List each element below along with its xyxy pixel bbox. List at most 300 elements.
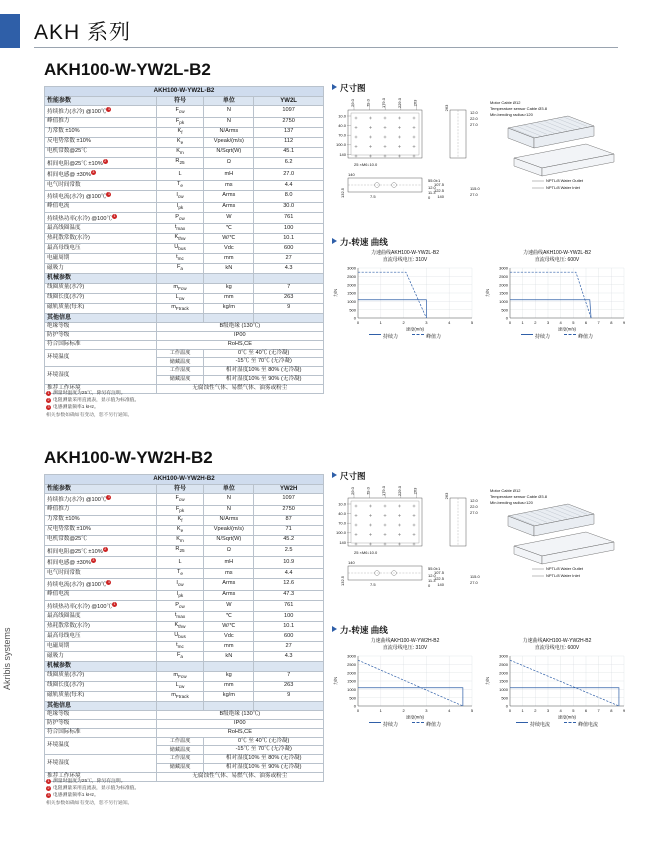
table-header-row — [45, 484, 324, 493]
row-label: 电机常数@25℃ — [45, 147, 157, 157]
svg-text:Min.bending radius>120: Min.bending radius>120 — [490, 500, 533, 505]
row-symbol: $t_{max}$ — [156, 224, 204, 234]
row-label: 环境湿度 — [45, 755, 157, 773]
svg-text:0: 0 — [353, 703, 356, 709]
triangle-bullet-icon — [332, 626, 337, 632]
row-value: 47.3 — [254, 590, 324, 600]
svg-text:29.0: 29.0 — [350, 99, 355, 107]
footnote-item: 相关参数如确如有变动，恕不另行通知。 — [46, 412, 133, 418]
svg-text:10.0: 10.0 — [338, 113, 346, 119]
svg-text:140: 140 — [437, 194, 444, 199]
table-row — [45, 719, 324, 728]
svg-text:27.0: 27.0 — [470, 580, 478, 585]
curve-caption: 力速曲线AKH100-W-YW2H-B2 直流母线电压: 310V — [370, 638, 440, 651]
table-row — [45, 147, 324, 157]
row-unit: Arms — [204, 202, 254, 212]
curve-chart-1 — [332, 250, 478, 340]
row-label: 电气时间常数 — [45, 568, 157, 578]
row-unit: W/℃ — [204, 234, 254, 244]
row-value: 0℃ 至 40℃ (无冷凝) — [204, 737, 324, 746]
column-header: 性能参数 — [45, 96, 157, 105]
svg-text:12.0: 12.0 — [470, 498, 478, 503]
footnote-marker: 1 — [113, 213, 116, 218]
table-row — [45, 127, 324, 137]
legend-continuous: 持续力 — [521, 333, 550, 340]
row-label: 符合国际标准 — [45, 728, 157, 737]
legend-continuous: 持续电流 — [516, 721, 550, 728]
row-label: 环境湿度 — [45, 367, 157, 385]
row-label: 防护等级 — [45, 331, 157, 340]
svg-text:140: 140 — [339, 151, 346, 157]
svg-text:263: 263 — [412, 487, 418, 495]
svg-text:3: 3 — [546, 319, 550, 325]
curve-svg — [332, 264, 478, 332]
curve-caption: 力速曲线AKH100-W-YW2H-B2 直流母线电压: 600V — [522, 638, 592, 651]
footnote-marker: 1 — [113, 601, 116, 606]
row-unit: W — [204, 600, 254, 612]
row-symbol: $T_e$ — [156, 568, 204, 578]
row-value: 27.0 — [254, 169, 324, 181]
footnote-marker: 2 — [47, 398, 50, 403]
table-row — [45, 590, 324, 600]
dimension-svg — [332, 482, 632, 602]
svg-text:1500: 1500 — [347, 290, 356, 296]
product-block — [0, 60, 650, 440]
row-symbol: $T_e$ — [156, 180, 204, 190]
svg-text:6: 6 — [584, 319, 588, 325]
svg-text:2: 2 — [402, 319, 405, 325]
table-row — [45, 632, 324, 642]
svg-text:1000: 1000 — [347, 298, 356, 304]
legend-peak: 峰值电流 — [564, 721, 598, 728]
row-value: -15℃ 至 70℃ (无冷凝) — [204, 358, 324, 367]
footnote-marker: 2 — [104, 158, 107, 163]
row-label: 符合国际标准 — [45, 340, 157, 349]
svg-text:1000: 1000 — [499, 298, 508, 304]
dimension-drawing — [332, 94, 632, 214]
row-value: 7 — [254, 671, 324, 681]
svg-text:1000: 1000 — [347, 686, 356, 692]
svg-text:27.0: 27.0 — [470, 122, 478, 127]
table-row — [45, 737, 324, 746]
svg-text:3: 3 — [425, 707, 428, 713]
svg-text:132.5: 132.5 — [340, 187, 345, 198]
row-unit: N/Sqrt(W) — [204, 147, 254, 157]
row-value: 100 — [254, 612, 324, 622]
table-row — [45, 244, 324, 254]
row-symbol: $K_f$ — [156, 127, 204, 137]
svg-text:55.0±1: 55.0±1 — [428, 566, 441, 571]
footnotes — [46, 390, 336, 419]
svg-text:3000: 3000 — [347, 653, 356, 659]
row-value: 9 — [254, 303, 324, 313]
row-value: RoHS,CE — [156, 728, 323, 737]
svg-text:Temperature sensor Cable Ø3.8: Temperature sensor Cable Ø3.8 — [490, 106, 547, 111]
table-row — [45, 202, 324, 212]
row-unit: Ω — [204, 157, 254, 169]
svg-text:25 ×M6↓10.0: 25 ×M6↓10.0 — [354, 162, 378, 167]
svg-text:1: 1 — [521, 319, 524, 325]
row-label: 电气时间常数 — [45, 180, 157, 190]
row-value: 4.4 — [254, 568, 324, 578]
table-row — [45, 180, 324, 190]
row-unit: Vpeak/(m/s) — [204, 137, 254, 147]
header-divider — [34, 47, 618, 48]
row-value: 6.2 — [254, 157, 324, 169]
svg-text:263: 263 — [412, 99, 418, 107]
svg-text:1: 1 — [379, 319, 382, 325]
svg-text:8: 8 — [610, 319, 613, 325]
svg-text:力/N: 力/N — [485, 676, 490, 685]
table-row — [45, 622, 324, 632]
table-row — [45, 681, 324, 691]
table-row — [45, 671, 324, 681]
svg-text:2500: 2500 — [499, 273, 508, 279]
footnote-item: 2 电阻测量采用直流表，显示值为标准值。 — [47, 786, 140, 792]
row-value: 112 — [254, 137, 324, 147]
footnote-item: 3 电感测量频率1 kHz。 — [47, 793, 99, 799]
table-row — [45, 652, 324, 662]
svg-text:107.5: 107.5 — [433, 182, 444, 187]
row-symbol: $K_e$ — [156, 137, 204, 147]
row-unit: N/Sqrt(W) — [204, 535, 254, 545]
row-symbol: $K_m$ — [156, 535, 204, 545]
svg-text:1500: 1500 — [499, 678, 508, 684]
svg-text:2500: 2500 — [499, 661, 508, 667]
row-value: 600 — [254, 244, 324, 254]
svg-text:2000: 2000 — [499, 669, 508, 675]
row-value: 761 — [254, 600, 324, 612]
curve-legend — [484, 721, 630, 728]
legend-peak: 峰值力 — [412, 333, 441, 340]
table-row — [45, 545, 324, 557]
row-value: 4.4 — [254, 180, 324, 190]
svg-text:0: 0 — [356, 707, 360, 713]
table-row — [45, 755, 324, 764]
row-label: 最高母线电压 — [45, 632, 157, 642]
svg-text:22.0: 22.0 — [470, 116, 478, 121]
row-value: RoHS,CE — [156, 340, 323, 349]
svg-text:3000: 3000 — [499, 265, 508, 271]
row-unit: kg/m — [204, 691, 254, 701]
table-row — [45, 710, 324, 719]
row-unit: N — [204, 505, 254, 515]
svg-text:4: 4 — [448, 319, 451, 325]
row-label: 电磁周期 — [45, 642, 157, 652]
svg-text:NPTL/8 Water Outlet: NPTL/8 Water Outlet — [546, 178, 583, 183]
curve-caption: 力速曲线AKH100-W-YW2L-B2 直流母线电压: 600V — [523, 250, 591, 263]
row-unit: mm — [204, 642, 254, 652]
row-unit: W/℃ — [204, 622, 254, 632]
row-label: 力常数 ±10% — [45, 127, 157, 137]
svg-text:2000: 2000 — [499, 281, 508, 287]
row-label: 反电势常数 ±10% — [45, 137, 157, 147]
legend-peak: 峰值力 — [412, 721, 441, 728]
svg-text:229.0: 229.0 — [396, 485, 402, 497]
svg-text:1: 1 — [379, 707, 382, 713]
table-row — [45, 264, 324, 274]
row-unit: mm — [204, 681, 254, 691]
row-symbol: $t_{max}$ — [156, 612, 204, 622]
row-value: 8.0 — [254, 190, 324, 202]
column-header: 符号 — [156, 484, 204, 493]
section-header-other: 其他信息 — [45, 313, 324, 322]
row-symbol: $F_a$ — [156, 652, 204, 662]
table-row — [45, 600, 324, 612]
footnotes — [46, 778, 336, 807]
row-value: 761 — [254, 212, 324, 224]
row-symbol: $I_{pk}$ — [156, 590, 204, 600]
row-label: 持续热功率(水冷) @100℃ 1 — [45, 600, 157, 612]
row-unit: kN — [204, 264, 254, 274]
svg-text:5: 5 — [572, 319, 575, 325]
footnote-item: 2 电阻测量采用直流表，显示值为标准值。 — [47, 398, 140, 404]
row-value: 相对湿度10% 至 80% (无冷凝) — [204, 755, 324, 764]
row-label: 持续热功率(水冷) @100℃ 1 — [45, 212, 157, 224]
row-symbol: $F_{pk}$ — [156, 117, 204, 127]
section-header-other: 其他信息 — [45, 701, 324, 710]
row-unit: Vdc — [204, 244, 254, 254]
table-row — [45, 349, 324, 358]
svg-text:4: 4 — [448, 707, 451, 713]
row-value: 71 — [254, 525, 324, 535]
legend-continuous: 持续力 — [369, 721, 398, 728]
row-label: 热耗散常数(水冷) — [45, 234, 157, 244]
legend-peak: 峰值力 — [564, 333, 593, 340]
row-label: 推荐工作环境 — [45, 773, 157, 782]
row-unit: Ω — [204, 545, 254, 557]
row-label: 持续电流(水冷) @100℃ 1 — [45, 190, 157, 202]
row-value: 100 — [254, 224, 324, 234]
curve-svg — [484, 652, 630, 720]
svg-text:3: 3 — [425, 319, 428, 325]
table-title-row: AKH100-W-YW2H-B2 — [45, 475, 324, 485]
table-row — [45, 157, 324, 169]
row-sublabel: 储藏湿度 — [156, 764, 204, 773]
svg-text:0: 0 — [428, 195, 431, 200]
row-unit: mm — [204, 254, 254, 264]
svg-text:1500: 1500 — [499, 290, 508, 296]
svg-text:229.0: 229.0 — [396, 97, 402, 109]
svg-text:179.0: 179.0 — [381, 485, 387, 497]
svg-text:0: 0 — [505, 315, 508, 321]
curve-chart-3 — [332, 638, 478, 728]
row-unit: mm — [204, 293, 254, 303]
svg-text:500: 500 — [501, 306, 508, 312]
row-symbol: $F_a$ — [156, 264, 204, 274]
row-value: 0℃ 至 40℃ (无冷凝) — [204, 349, 324, 358]
table-row — [45, 367, 324, 376]
table-row — [45, 322, 324, 331]
row-symbol: $I_{pk}$ — [156, 202, 204, 212]
row-value: 87 — [254, 515, 324, 525]
row-symbol: $F_{pk}$ — [156, 505, 204, 515]
svg-text:7: 7 — [597, 319, 600, 325]
table-row — [45, 578, 324, 590]
section-header-mech: 机械参数 — [45, 662, 324, 671]
row-value: -15℃ 至 70℃ (无冷凝) — [204, 746, 324, 755]
row-value: 10.9 — [254, 557, 324, 569]
table-row — [45, 493, 324, 505]
row-label: 线圈长度(水冷) — [45, 681, 157, 691]
row-label: 相间电感@ ±30% 3 — [45, 557, 157, 569]
svg-text:速度(m/s): 速度(m/s) — [406, 714, 424, 719]
row-symbol: $K_f$ — [156, 515, 204, 525]
row-value: 137 — [254, 127, 324, 137]
svg-text:Motor Cable Ø12: Motor Cable Ø12 — [490, 100, 521, 105]
svg-text:100.0: 100.0 — [335, 530, 346, 536]
row-label: 防护等级 — [45, 719, 157, 728]
row-unit: N — [204, 493, 254, 505]
curve-section-heading: 力-转速 曲线 — [332, 236, 388, 248]
row-value: 相对湿度10% 至 80% (无冷凝) — [204, 367, 324, 376]
table-row — [45, 568, 324, 578]
row-symbol: $t_{mc}$ — [156, 642, 204, 652]
row-label: 磁吸力 — [45, 652, 157, 662]
table-row — [45, 303, 324, 313]
row-symbol: $K_m$ — [156, 147, 204, 157]
row-symbol: $m_{Ftrack}$ — [156, 303, 204, 313]
footnote-marker: 1 — [107, 579, 110, 584]
row-symbol: $m_{Fcw}$ — [156, 671, 204, 681]
row-symbol: $K_{thw}$ — [156, 234, 204, 244]
svg-text:1500: 1500 — [347, 678, 356, 684]
svg-text:12.0: 12.0 — [428, 185, 436, 190]
table-row — [45, 728, 324, 737]
svg-text:25 ×M6↓10.0: 25 ×M6↓10.0 — [354, 550, 378, 555]
footnote-marker: 3 — [47, 793, 50, 798]
row-value: 2750 — [254, 117, 324, 127]
svg-text:速度(m/s): 速度(m/s) — [558, 326, 576, 331]
row-label: 相间电感@ ±30% 3 — [45, 169, 157, 181]
row-sublabel: 储藏温度 — [156, 358, 204, 367]
row-value: 30.0 — [254, 202, 324, 212]
svg-text:5: 5 — [572, 707, 575, 713]
table-row — [45, 224, 324, 234]
svg-text:0: 0 — [356, 319, 360, 325]
svg-text:500: 500 — [349, 306, 356, 312]
table-row — [45, 340, 324, 349]
row-unit: kN — [204, 652, 254, 662]
row-label: 绝缘等级 — [45, 322, 157, 331]
triangle-bullet-icon — [332, 84, 337, 90]
column-header: 性能参数 — [45, 484, 157, 493]
row-symbol: $I_{cw}$ — [156, 578, 204, 590]
svg-text:2500: 2500 — [347, 273, 356, 279]
footnote-marker: 1 — [107, 191, 110, 196]
column-header: 符号 — [156, 96, 204, 105]
row-label: 峰值电流 — [45, 590, 157, 600]
row-symbol: $t_{mc}$ — [156, 254, 204, 264]
row-label: 热耗散常数(水冷) — [45, 622, 157, 632]
table-row — [45, 293, 324, 303]
row-symbol: $L_{cw}$ — [156, 293, 204, 303]
row-symbol: $I_{cw}$ — [156, 190, 204, 202]
svg-text:140: 140 — [339, 539, 346, 545]
side-brand-label: Akribis systems — [2, 627, 12, 690]
curve-caption: 力速曲线AKH100-W-YW2L-B2 直流母线电压: 310V — [371, 250, 439, 263]
svg-text:力/N: 力/N — [485, 288, 490, 297]
svg-text:3000: 3000 — [499, 653, 508, 659]
svg-text:9: 9 — [622, 707, 626, 713]
row-unit: Arms — [204, 590, 254, 600]
svg-text:122.5: 122.5 — [433, 576, 444, 581]
svg-text:Motor Cable Ø12: Motor Cable Ø12 — [490, 488, 521, 493]
row-label: 环境温度 — [45, 737, 157, 755]
svg-text:1000: 1000 — [499, 686, 508, 692]
svg-text:100.0: 100.0 — [335, 142, 346, 148]
row-label: 反电势常数 ±10% — [45, 525, 157, 535]
svg-text:0: 0 — [505, 703, 508, 709]
row-symbol: L — [156, 169, 204, 181]
dimension-section-heading: 尺寸图 — [332, 470, 366, 482]
svg-text:9: 9 — [622, 319, 626, 325]
row-unit: ms — [204, 568, 254, 578]
curve-chart-2 — [484, 250, 630, 340]
footnote-marker: 2 — [104, 546, 107, 551]
svg-text:79.0: 79.0 — [365, 99, 371, 107]
svg-text:2: 2 — [402, 707, 405, 713]
row-unit: ℃ — [204, 612, 254, 622]
row-sublabel: 储藏湿度 — [156, 376, 204, 385]
row-label: 相间电阻@25℃ ±10% 2 — [45, 157, 157, 169]
svg-text:0: 0 — [353, 315, 356, 321]
row-label: 峰值电流 — [45, 202, 157, 212]
svg-text:140: 140 — [348, 560, 355, 565]
svg-text:2: 2 — [534, 319, 537, 325]
svg-text:0: 0 — [508, 707, 512, 713]
row-unit: ℃ — [204, 224, 254, 234]
svg-text:5: 5 — [470, 319, 474, 325]
table-row — [45, 283, 324, 293]
row-value: 7 — [254, 283, 324, 293]
svg-text:27.0: 27.0 — [470, 192, 478, 197]
row-sublabel: 工作温度 — [156, 349, 204, 358]
row-unit: kg/m — [204, 303, 254, 313]
svg-text:1: 1 — [521, 707, 524, 713]
table-row — [45, 505, 324, 515]
svg-text:0: 0 — [428, 583, 431, 588]
row-value: 263 — [254, 681, 324, 691]
svg-text:6: 6 — [584, 707, 588, 713]
row-value: 无腐蚀性气体、易燃气体、油雾或粉尘 — [156, 385, 323, 394]
row-value: 2.5 — [254, 545, 324, 557]
svg-text:3000: 3000 — [347, 265, 356, 271]
footnote-marker: 1 — [107, 106, 110, 111]
svg-text:500: 500 — [501, 694, 508, 700]
row-value: B级绝缘 (130℃) — [156, 710, 323, 719]
table-row — [45, 642, 324, 652]
row-value: 4.3 — [254, 264, 324, 274]
footnote-item: 相关参数如确如有变动，恕不另行通知。 — [46, 800, 133, 806]
row-label: 持续推力(水冷) @100℃ 1 — [45, 105, 157, 117]
row-unit: N — [204, 105, 254, 117]
svg-text:70.0: 70.0 — [338, 520, 346, 526]
curve-svg — [484, 264, 630, 332]
table-row — [45, 190, 324, 202]
svg-text:速度(m/s): 速度(m/s) — [558, 714, 576, 719]
row-unit: ms — [204, 180, 254, 190]
row-value: 45.2 — [254, 535, 324, 545]
table-row — [45, 105, 324, 117]
table-row — [45, 557, 324, 569]
row-symbol: $U_{bus}$ — [156, 632, 204, 642]
row-sublabel: 储藏温度 — [156, 746, 204, 755]
column-header: YW2L — [254, 96, 324, 105]
svg-text:2: 2 — [534, 707, 537, 713]
row-symbol: $P_{cw}$ — [156, 600, 204, 612]
svg-text:Min.bending radius>120: Min.bending radius>120 — [490, 112, 533, 117]
